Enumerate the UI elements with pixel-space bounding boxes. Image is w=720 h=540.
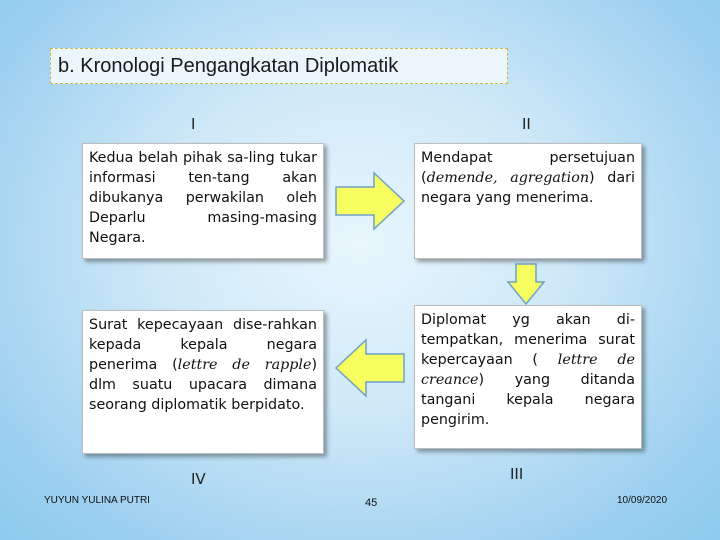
step-4-text-post: ) dlm suatu upacara dimana seorang diplomatik berpidato. [89,357,318,413]
numeral-step-1: I [191,115,196,133]
arrow-left-icon [334,338,406,398]
page-title: b. Kronologi Pengangkatan Diplomatik [58,55,399,77]
numeral-step-4: IV [191,470,206,488]
step-3-text-italic: lettre de creance [421,352,635,388]
title-box [50,48,508,84]
step-2-text-post: ) dari negara yang menerima. [421,170,635,206]
arrow-down-icon [506,262,546,306]
step-2-text-pre: Mendapat persetujuan ( [421,150,635,186]
step-3-text-pre: Diplomat yg akan di-tempatkan, menerima surat kepercayaan ( [421,312,635,368]
step-1-box [82,143,324,259]
step-3-text-post: ) yang ditanda tangani kepala negara pengirim. [421,372,635,428]
step-1-text: Kedua belah pihak sa-ling tukar informasi ten-tang akan dibukanya perwakilan oleh Deparlu masing-masing Negara. [89,150,317,246]
step-4-text-pre: Surat kepecayaan dise-rahkan kepada kepala negara penerima ( [89,317,317,373]
arrow-right-icon [334,171,406,231]
step-2-box [414,143,642,259]
footer-date: 10/09/2020 [617,495,668,506]
step-4-text-italic: lettre de rapple [177,357,312,373]
step-3-box [414,305,642,449]
step-2-text-italic: demende, agregation [426,170,590,186]
numeral-step-3: III [510,465,524,483]
numeral-step-2: II [522,115,531,133]
footer-page-number: 45 [365,497,378,509]
step-4-box [82,310,324,454]
footer-author: YUYUN YULINA PUTRI [44,495,150,506]
